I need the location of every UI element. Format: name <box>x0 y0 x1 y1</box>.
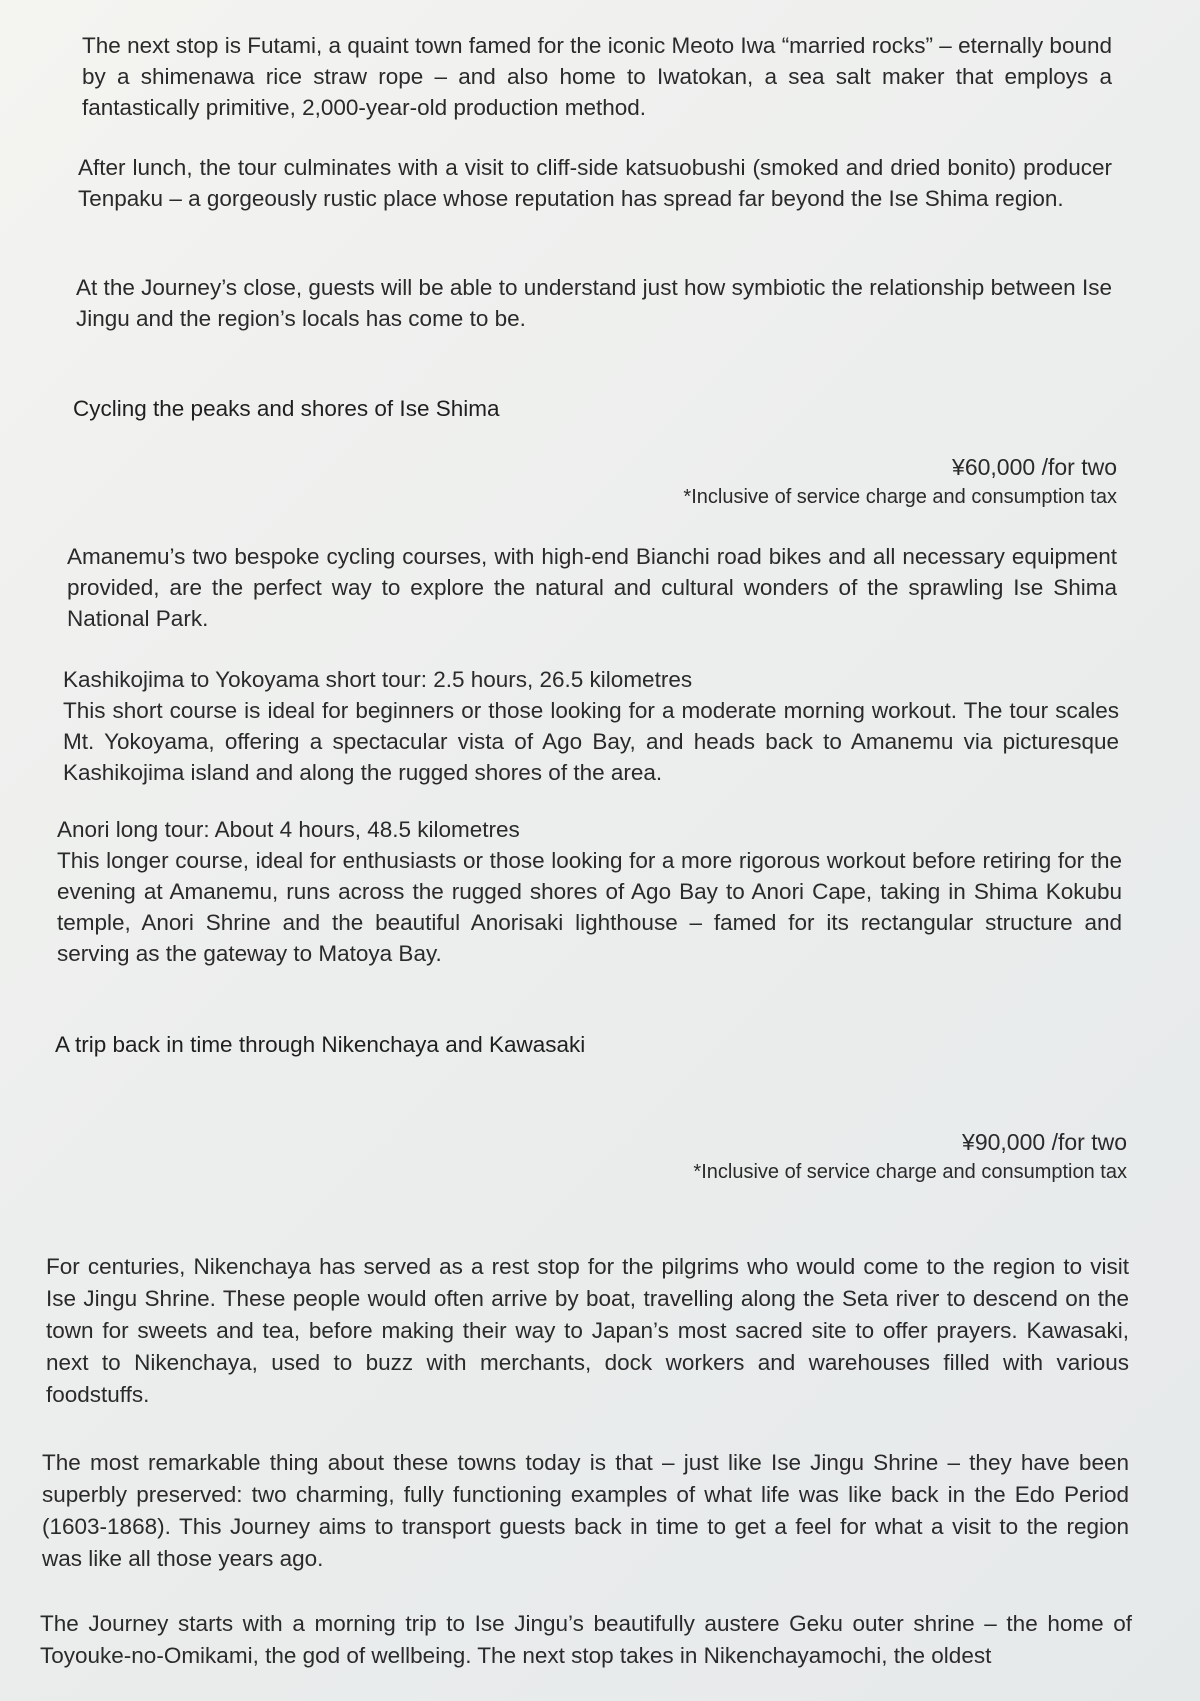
paragraph-journey-close: At the Journey’s close, guests will be able to understand just how symbiotic the relationship between Ise Jingu and the region’s locals has come to be. <box>76 275 1112 331</box>
long-tour-title: Anori long tour: About 4 hours, 48.5 kilometres <box>57 817 520 842</box>
long-tour-text: This longer course, ideal for enthusiasts or those looking for a more rigorous workout before retiring for the evening at Amanemu, runs across the rugged shores of Ago Bay to Anori Cape, taking in Shima Kokubu temple, Anori Shrine and the beautiful Anorisaki lighthouse – famed for its rectangular structure and serving as the gateway to Matoya Bay. <box>57 848 1122 966</box>
cycling-section-title: Cycling the peaks and shores of Ise Shima <box>73 396 500 421</box>
cycling-price-note: *Inclusive of service charge and consumption tax <box>683 486 1117 508</box>
trip-paragraph-preserved: The most remarkable thing about these towns today is that – just like Ise Jingu Shrine – they have been superbly preserved: two charming, fully functioning examples of what life was like back in the Edo Period (1603-1868). This Journey aims to transport guests back in time to get a feel for what a visit to the region was like all those years ago. <box>42 1450 1129 1571</box>
trip-paragraph-nikenchaya: For centuries, Nikenchaya has served as a rest stop for the pilgrims who would come to the region to visit Ise Jingu Shrine. These people would often arrive by boat, travelling along the Seta river to descend on the town for sweets and tea, before making their way to Japan’s most sacred site to offer prayers. Kawasaki, next to Nikenchaya, used to buzz with merchants, dock workers and warehouses filled with various foodstuffs. <box>46 1254 1129 1407</box>
cycling-description: Amanemu’s two bespoke cycling courses, with high-end Bianchi road bikes and all necessary equipment provided, are the perfect way to explore the natural and cultural wonders of the sprawling Ise Shima National Park. <box>67 544 1117 631</box>
cycling-price-block <box>683 451 1117 511</box>
short-tour-section <box>63 664 1119 788</box>
trip-section-title: A trip back in time through Nikenchaya and Kawasaki <box>55 1032 586 1057</box>
paragraph-futami: The next stop is Futami, a quaint town famed for the iconic Meoto Iwa “married rocks” – eternally bound by a shimenawa rice straw rope – and also home to Iwatokan, a sea salt maker that employs a fantastically primitive, 2,000-year-old production method. <box>82 33 1112 120</box>
paragraph-lunch: After lunch, the tour culminates with a visit to cliff-side katsuobushi (smoked and dried bonito) producer Tenpaku – a gorgeously rustic place whose reputation has spread far beyond the Ise Shima region. <box>78 155 1112 211</box>
long-tour-section <box>57 814 1122 969</box>
trip-paragraph-geku: The Journey starts with a morning trip to Ise Jingu’s beautifully austere Geku outer shrine – the home of Toyouke-no-Omikami, the god of wellbeing. The next stop takes in Nikenchayamochi, the oldest <box>40 1611 1132 1668</box>
trip-price-note: *Inclusive of service charge and consumption tax <box>693 1161 1127 1183</box>
trip-price-block <box>693 1126 1127 1186</box>
cycling-price: ¥60,000 /for two <box>952 454 1117 480</box>
trip-price: ¥90,000 /for two <box>962 1129 1127 1155</box>
short-tour-text: This short course is ideal for beginners or those looking for a moderate morning workout. The tour scales Mt. Yokoyama, offering a spectacular vista of Ago Bay, and heads back to Amanemu via picturesque Kashikojima island and along the rugged shores of the area. <box>63 698 1119 785</box>
short-tour-title: Kashikojima to Yokoyama short tour: 2.5 hours, 26.5 kilometres <box>63 667 693 692</box>
